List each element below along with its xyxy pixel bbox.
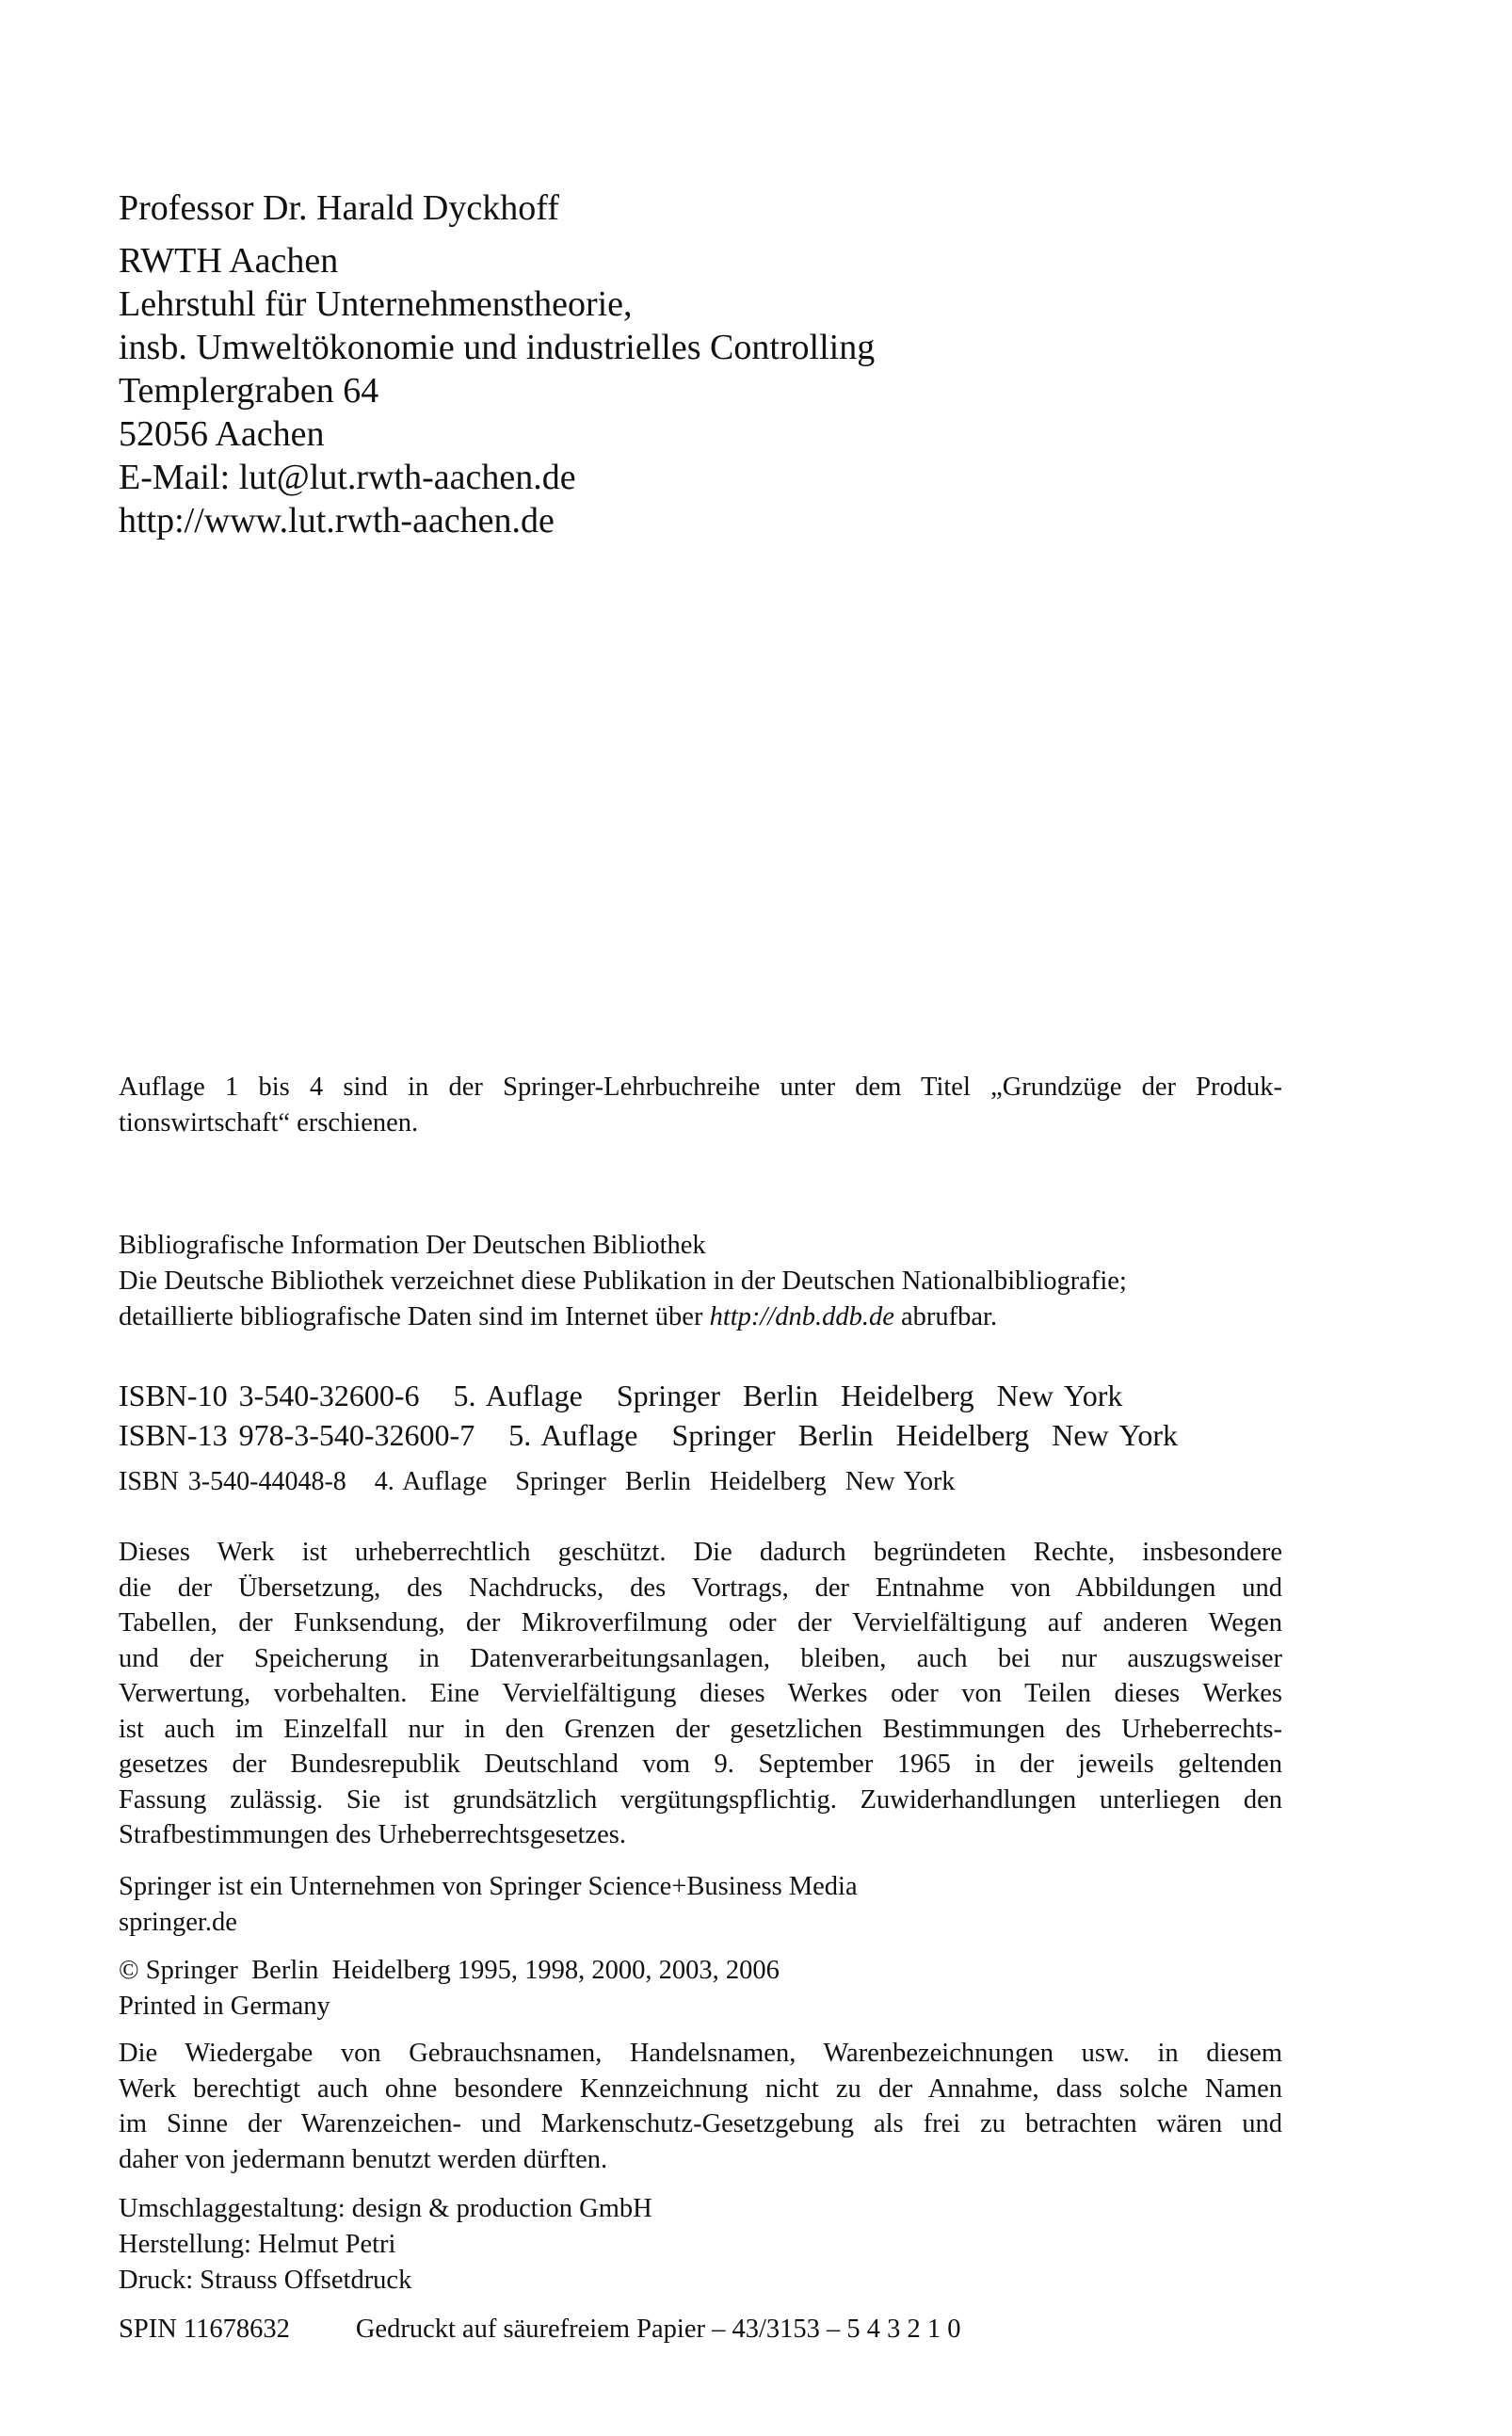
publisher-line: Springer ist ein Unternehmen von Springer Science+Business Media <box>119 1872 858 1901</box>
copyright-notice-line: Tabellen, der Funksendung, der Mikroverfilmung oder der Vervielfältigung auf anderen Wegen <box>119 1608 1282 1637</box>
copyright-notice-line: Dieses Werk ist urheberrechtlich geschützt. Die dadurch begründeten Rechte, insbesondere <box>119 1538 1282 1567</box>
author-affiliation-line: RWTH Aachen <box>119 241 339 281</box>
printed-in: Printed in Germany <box>119 1992 330 2021</box>
isbn-previous-edition: ISBN 3-540-44048-8 4. Auflage Springer Berlin Heidelberg New York <box>119 1467 956 1496</box>
spin-line <box>119 2312 961 2347</box>
trademark-notice-line: im Sinne der Warenzeichen- und Markenschutz-Gesetzgebung als frei zu betrachten wären und <box>119 2109 1282 2138</box>
isbn-10: ISBN-10 3-540-32600-6 5. Auflage Springer Berlin Heidelberg New York <box>119 1379 1123 1412</box>
bibliographic-line <box>119 1299 997 1335</box>
copyright-notice-line: die der Übersetzung, des Nachdrucks, des Vortrags, der Entnahme von Abbildungen und <box>119 1573 1282 1603</box>
bibliographic-line-prefix: detaillierte bibliografische Daten sind im Internet über <box>119 1302 710 1331</box>
author-address-street: Templergraben 64 <box>119 371 379 411</box>
trademark-notice-line: Werk berechtigt auch ohne besondere Kennzeichnung nicht zu der Annahme, dass solche Namen <box>119 2073 1282 2104</box>
copyright-notice <box>119 1535 1282 1853</box>
paper-note: Gedruckt auf säurefreiem Papier – 43/3153 – 5 4 3 2 1 0 <box>355 2315 961 2344</box>
bibliographic-heading: Bibliografische Information Der Deutschen Bibliothek <box>119 1231 706 1260</box>
bibliographic-line-suffix: abrufbar. <box>893 1302 998 1331</box>
publisher-website[interactable]: springer.de <box>119 1908 237 1937</box>
copyright-notice-line: Fassung zulässig. Sie ist grundsätzlich vergütungspflichtig. Zuwiderhandlungen unterliegen den <box>119 1784 1282 1815</box>
spin-number: SPIN 11678632 <box>119 2315 290 2344</box>
author-affiliation-line: Lehrstuhl für Unternehmenstheorie, <box>119 284 633 324</box>
trademark-notice <box>119 2036 1282 2177</box>
trademark-notice-line: Die Wiedergabe von Gebrauchsnamen, Handelsnamen, Warenbezeichnungen usw. in diesem <box>119 2039 1282 2068</box>
copyright-notice-line: ist auch im Einzelfall nur in den Grenzen der gesetzlichen Bestimmungen des Urheberrechts- <box>119 1714 1282 1744</box>
copyright-notice-line: gesetzes der Bundesrepublik Deutschland vom 9. September 1965 in der jeweils geltenden <box>119 1750 1282 1779</box>
edition-note-line: Auflage 1 bis 4 sind in der Springer-Lehrbuchreihe unter dem Titel „Grundzüge der Produk- <box>119 1073 1282 1102</box>
copyright-notice-line: und der Speicherung in Datenverarbeitungsanlagen, bleiben, auch bei nur auszugsweiser <box>119 1643 1282 1673</box>
trademark-notice-line: daher von jedermann benutzt werden dürften. <box>119 2144 608 2174</box>
copyright-line: © Springer Berlin Heidelberg 1995, 1998, 2000, 2003, 2006 <box>119 1956 780 1985</box>
copyright-notice-line: Strafbestimmungen des Urheberrechtsgesetzes. <box>119 1820 626 1849</box>
dnb-link[interactable]: http://dnb.ddb.de <box>709 1302 894 1331</box>
edition-note <box>119 1070 1282 1140</box>
author-email: E-Mail: lut@lut.rwth-aachen.de <box>119 458 576 497</box>
cover-design-credit: Umschlaggestaltung: design & production GmbH <box>119 2194 652 2223</box>
isbn-13: ISBN-13 978-3-540-32600-7 5. Auflage Springer Berlin Heidelberg New York <box>119 1418 1179 1452</box>
bibliographic-line: Die Deutsche Bibliothek verzeichnet diese Publikation in der Deutschen Nationalbibliografie; <box>119 1266 1127 1296</box>
author-address-city: 52056 Aachen <box>119 414 325 454</box>
copyright-notice-line: Verwertung, vorbehalten. Eine Vervielfältigung dieses Werkes oder von Teilen dieses Werkes <box>119 1679 1282 1708</box>
author-affiliation-line: insb. Umweltökonomie und industrielles Controlling <box>119 328 876 367</box>
edition-note-line: tionswirtschaft“ erschienen. <box>119 1107 419 1137</box>
production-credit: Herstellung: Helmut Petri <box>119 2230 396 2259</box>
author-name: Professor Dr. Harald Dyckhoff <box>119 188 559 228</box>
print-credit: Druck: Strauss Offsetdruck <box>119 2266 412 2295</box>
author-website: http://www.lut.rwth-aachen.de <box>119 501 555 540</box>
